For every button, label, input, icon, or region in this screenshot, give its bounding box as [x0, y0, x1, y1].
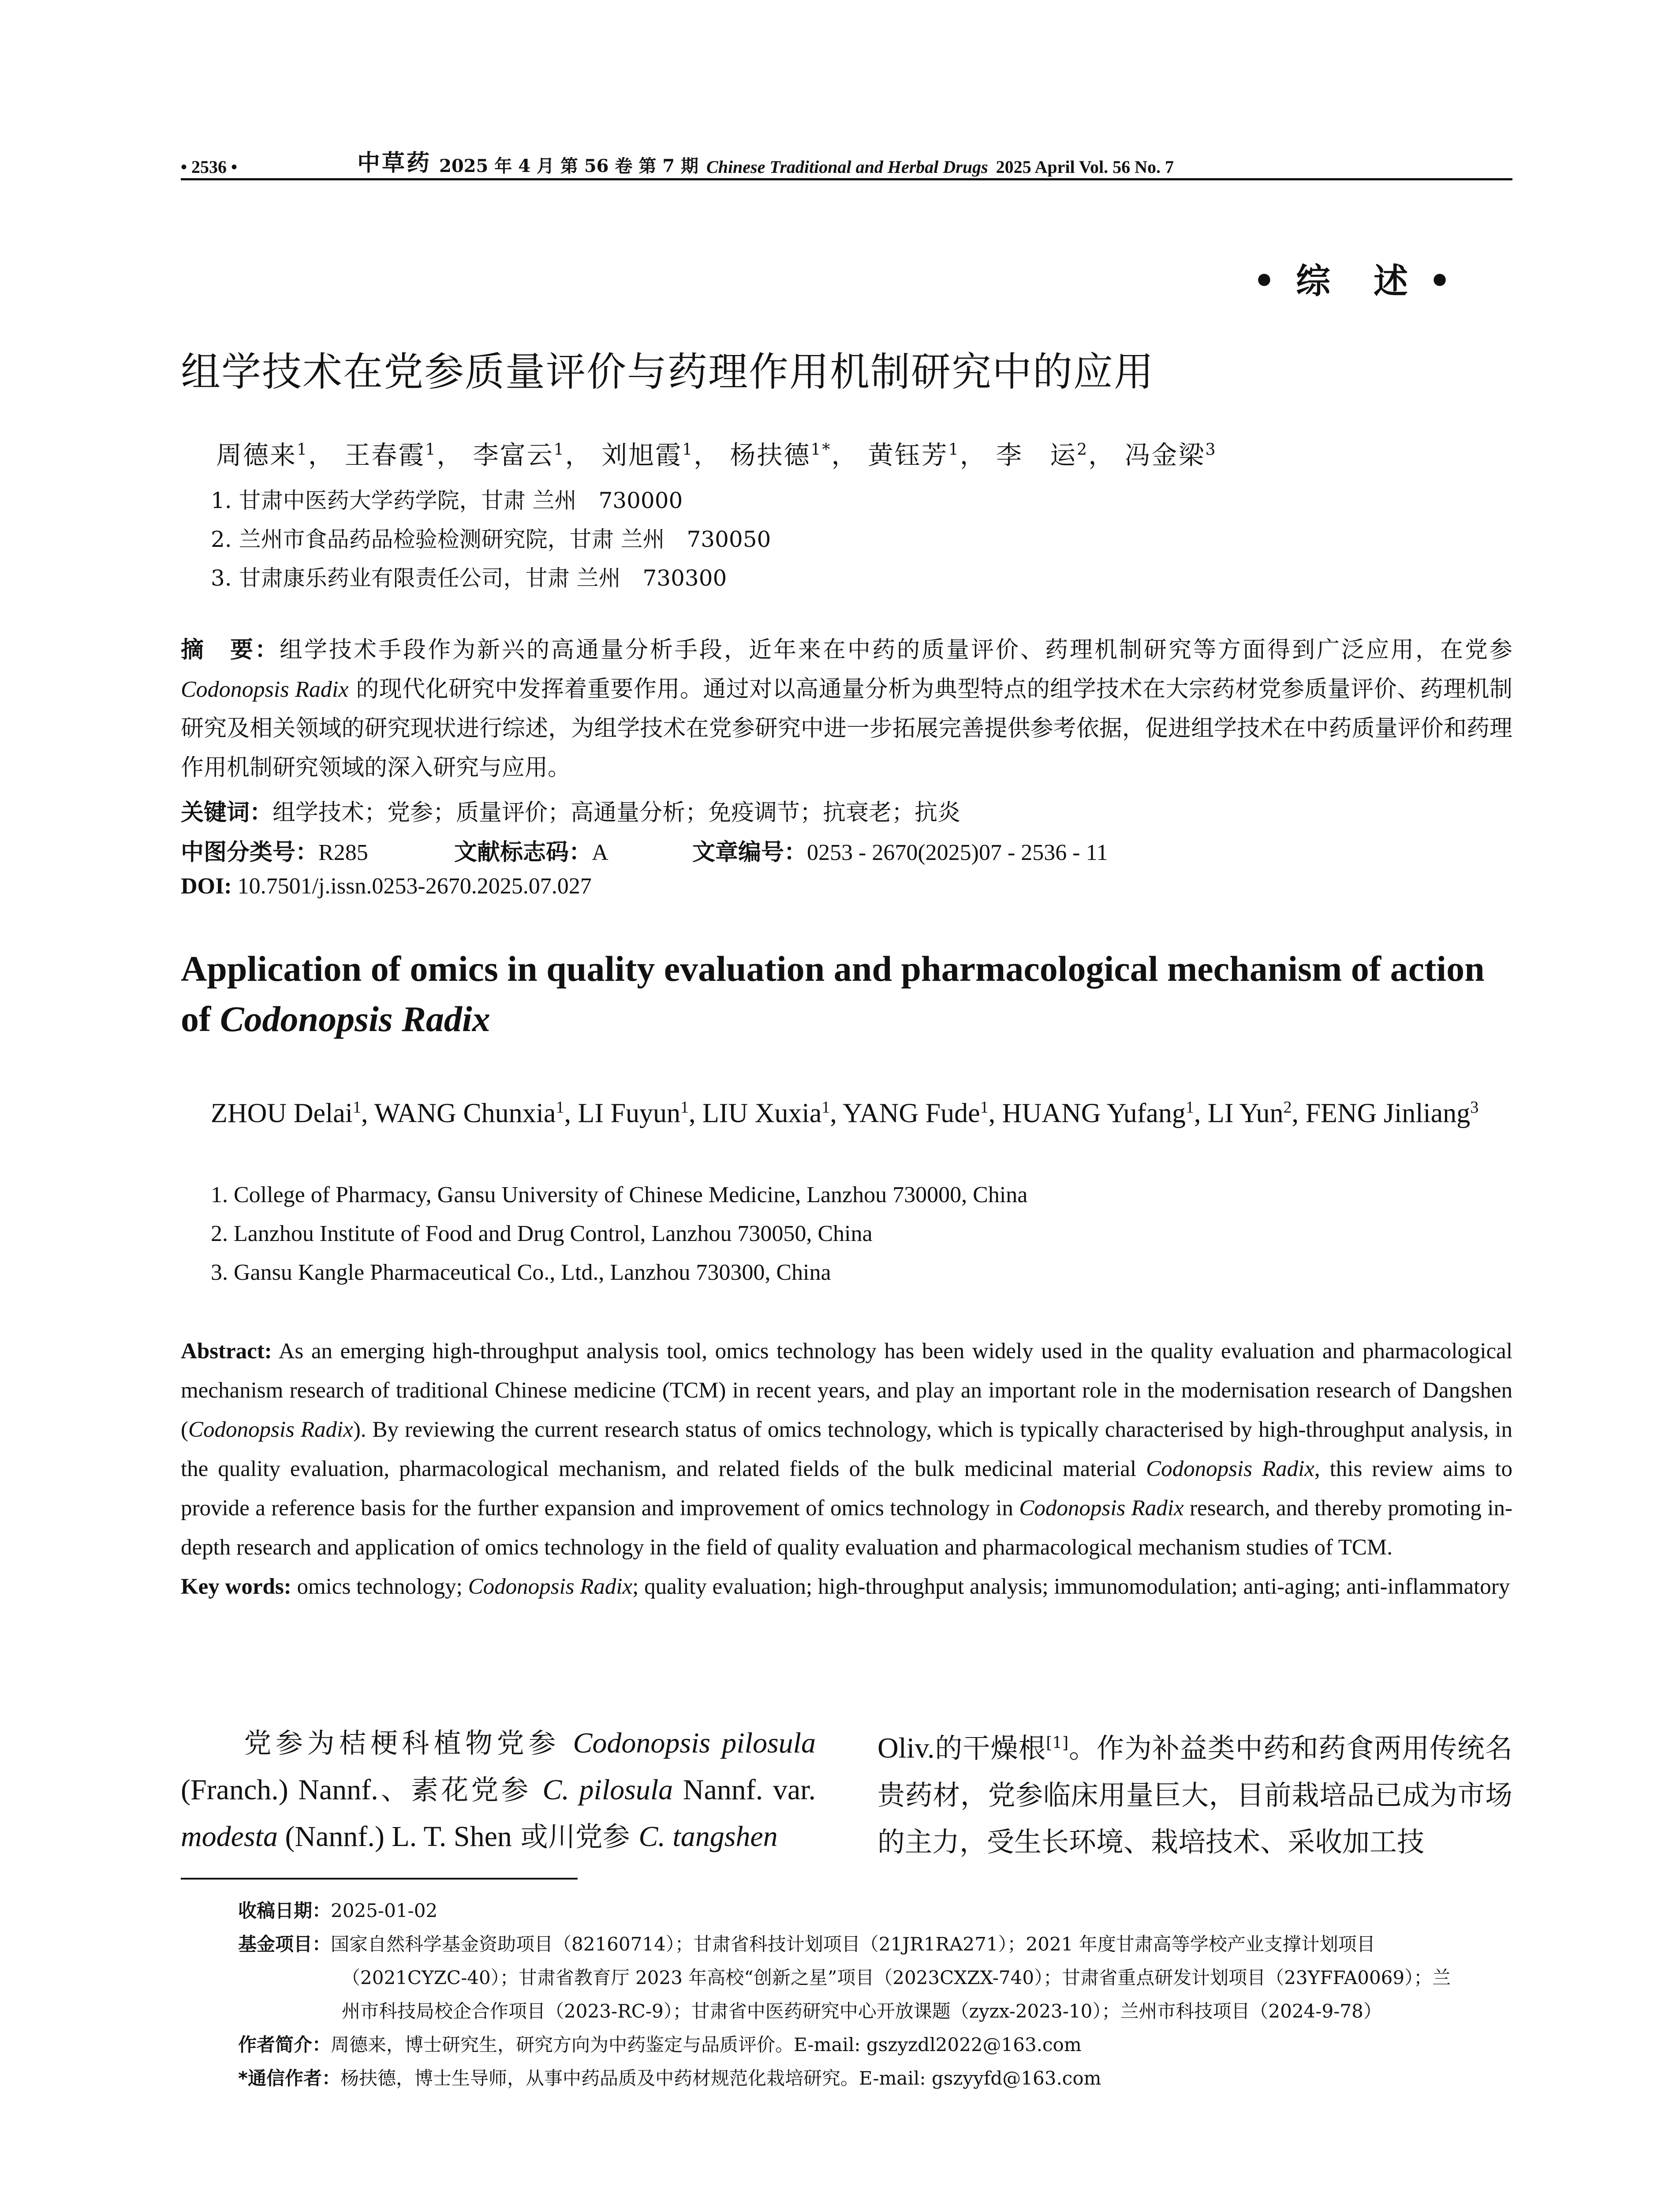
running-header — [181, 146, 1512, 177]
keywords-cn-label: 关键词： — [181, 800, 273, 826]
body-text: 或川党参 — [511, 1820, 639, 1853]
latin-name: Codonopsis Radix — [1146, 1457, 1314, 1481]
latin-name: Codonopsis Radix — [188, 1417, 353, 1442]
body-column-left — [181, 1720, 816, 1860]
corresponding-label: *通信作者： — [238, 2067, 340, 2089]
author-sup: 3 — [1205, 441, 1217, 459]
received-date: 2025-01-02 — [331, 1900, 438, 1921]
body-text: Nannf. var. — [673, 1774, 816, 1806]
abstract-en-text: As an emerging high-throughput analysis tool, omics technology has been widely used in the quality evaluation and pharmacological mechanism research of traditional Chinese medicine (TCM) in recent years, and play an important role in the modernisation research of Dangshen ( — [181, 1339, 1512, 1442]
abstract-cn-label: 摘 要： — [181, 637, 280, 663]
doi-line — [181, 873, 592, 899]
body-column-right — [877, 1720, 1512, 1865]
title-en-latin: Codonopsis Radix — [220, 999, 490, 1039]
author-sup: 1 — [352, 1098, 361, 1117]
journal-name-cn: 中草药 — [357, 149, 432, 176]
authors-en: ZHOU Delai$^1$, WANG Chunxia$^1$, LI Fuyun$^1$, LIU Xuxia$^1$, YANG Fude$^1$, HUANG Yufang$^1$, LI Yun$^2$, FENG Jinliang$^3$ — [211, 1098, 1479, 1129]
doi-value: 10.7501/j.issn.0253-2670.2025.07.027 — [237, 874, 592, 899]
body-text: Oliv. — [877, 1732, 935, 1764]
corresponding-text: 杨扶德，博士生导师，从事中药品质及中药材规范化栽培研究。E-mail: gszyyfd@163.com — [340, 2067, 1101, 2089]
latin-name: Codonopsis Radix — [181, 677, 349, 702]
fund-text-line: 州市科技局校企合作项目（2023-RC-9）；甘肃省中医药研究中心开放课题（zyzx-2023-10）；兰州市科技项目（2024-9-78） — [342, 2000, 1382, 2022]
body-text: 、素花党参 — [378, 1774, 543, 1806]
clc-label: 中图分类号： — [181, 839, 319, 866]
author-sup: 1* — [810, 441, 832, 459]
journal-name-en: Chinese Traditional and Herbal Drugs — [706, 157, 988, 177]
author-sup: 1 — [821, 1098, 830, 1117]
affiliation-en-3: 3. Gansu Kangle Pharmaceutical Co., Ltd., Lanzhou 730300, China — [211, 1260, 831, 1285]
doc-code-value: A — [592, 840, 609, 865]
footnote-fund — [238, 1930, 1512, 1959]
footnote-corresponding — [238, 2064, 1512, 2093]
fund-label: 基金项目： — [238, 1933, 331, 1955]
keywords-en-text: omics technology; — [291, 1574, 468, 1599]
abstract-en-text: , this review aims to provide a reference basis for the further expansion and improvement of omics technology in — [181, 1457, 1512, 1521]
abstract-en-text: ). By reviewing the current research status of omics technology, which is typically characterised by high-throughput analysis, in the quality evaluation, pharmacological mechanism, and related fields of the bulk medicinal material — [181, 1417, 1513, 1481]
affiliation-en-1: 1. College of Pharmacy, Gansu University of Chinese Medicine, Lanzhou 730000, China — [211, 1182, 1028, 1207]
author-sup: 1 — [948, 441, 960, 459]
abstract-en — [181, 1332, 1512, 1607]
affiliation-cn-2: 2. 兰州市食品药品检验检测研究院，甘肃 兰州 730050 — [211, 527, 771, 552]
author-sup: 2 — [1077, 441, 1089, 459]
footnote-author — [238, 2030, 1512, 2059]
author-sup: 3 — [1470, 1098, 1479, 1117]
page-number: • 2536 • — [181, 157, 238, 177]
author-en: LIU Xuxia — [702, 1098, 822, 1129]
author-sup: 2 — [1283, 1098, 1292, 1117]
title-en-text: Application of omics in quality evaluation and pharmacological mechanism of action of — [181, 949, 1485, 1039]
author-sup: 1 — [980, 1098, 989, 1117]
keywords-en-label: Key words: — [181, 1574, 291, 1599]
footnote-received — [238, 1896, 1512, 1925]
author-en: WANG Chunxia — [374, 1098, 556, 1129]
author-cn: 李 运 — [996, 440, 1077, 470]
author-sup: 1 — [1185, 1098, 1194, 1117]
abstract-cn-text: 组学技术手段作为新兴的高通量分析手段，近年来在中药的质量评价、药理机制研究等方面得到广泛应用，在党参 — [280, 637, 1512, 663]
author-cn: 冯金梁 — [1124, 440, 1206, 470]
body-text: (Nannf.) L. T. Shen — [277, 1820, 512, 1853]
affiliation-cn-1: 1. 甘肃中医药大学药学院，甘肃 兰州 730000 — [211, 488, 683, 513]
keywords-cn-text: 组学技术；党参；质量评价；高通量分析；免疫调节；抗衰老；抗炎 — [273, 800, 961, 826]
author-cn: 王春霞 — [344, 440, 426, 470]
body-text: 。作为补益类中药和药食两用传统名贵药材，党参临床用量巨大，目前栽培品已成为市场的主力，受生长环境、栽培技术、采收加工技 — [877, 1732, 1512, 1858]
abstract-cn — [181, 631, 1512, 788]
author-sup: 1 — [425, 441, 437, 459]
affiliation-cn-3: 3. 甘肃康乐药业有限责任公司，甘肃 兰州 730300 — [211, 565, 727, 591]
abstract-en-text: research, and thereby promoting in-depth research and application of omics technology in the field of quality evaluation and pharmacological mechanism studies of TCM. — [181, 1496, 1512, 1560]
latin-name: C. tangshen — [638, 1820, 778, 1853]
author-sup: 1 — [297, 441, 308, 459]
author-sup: 1 — [682, 441, 694, 459]
title-cn: 组学技术在党参质量评价与药理作用机制研究中的应用 — [181, 349, 1154, 395]
abstract-cn-text: 的现代化研究中发挥着重要作用。通过对以高通量分析为典型特点的组学技术在大宗药材党参质量评价、药理机制研究及相关领域的研究现状进行综述，为组学技术在党参研究中进一步拓展完善提供参考依据，促进组学技术在中药质量评价和药理作用机制研究领域的深入研究与应用。 — [181, 676, 1512, 781]
received-label: 收稿日期： — [238, 1900, 331, 1921]
author-en: ZHOU Delai — [211, 1098, 353, 1129]
affiliation-en-2: 2. Lanzhou Institute of Food and Drug Control, Lanzhou 730050, China — [211, 1221, 873, 1246]
author-en: YANG Fude — [842, 1098, 980, 1129]
keywords-cn — [181, 794, 960, 827]
author-en: HUANG Yufang — [1002, 1098, 1186, 1129]
fund-text: 国家自然科学基金资助项目（82160714）；甘肃省科技计划项目（21JR1RA271）；2021 年度甘肃高等学校产业支撑计划项目 — [331, 1933, 1375, 1955]
latin-name: Codonopsis Radix — [468, 1574, 633, 1599]
reference-marker: [1] — [1046, 1734, 1069, 1752]
author-en: FENG Jinliang — [1305, 1098, 1471, 1129]
latin-name: Codonopsis Radix — [1019, 1496, 1184, 1521]
author-cn: 周德来 — [216, 440, 297, 470]
author-cn: 杨扶德 — [730, 440, 811, 470]
fund-text-line: （2021CYZC-40）；甘肃省教育厅 2023 年高校“创新之星”项目（2023CXZX-740）；甘肃省重点研发计划项目（23YFFA0069）；兰 — [342, 1967, 1451, 1988]
author-bio-label: 作者简介： — [238, 2034, 331, 2056]
title-en — [181, 944, 1512, 1044]
doc-code-label: 文献标志码： — [454, 839, 592, 866]
body-text: (Franch.) Nannf. — [181, 1774, 378, 1806]
header-rule — [181, 178, 1512, 180]
body-text: 党参为桔梗科植物党参 — [181, 1727, 573, 1759]
author-bio: 周德来，博士研究生，研究方向为中药鉴定与品质评价。E-mail: gszyzdl2022@163.com — [331, 2034, 1082, 2056]
article-number-label: 文章编号： — [692, 839, 807, 866]
footnote-rule — [181, 1878, 578, 1880]
author-cn: 刘旭霞 — [601, 440, 683, 470]
article-number-value: 0253 - 2670(2025)07 - 2536 - 11 — [807, 840, 1108, 865]
author-cn: 李富云 — [473, 440, 554, 470]
issue-cn: 2025 年 4 月 第 56 卷 第 7 期 — [439, 156, 699, 176]
author-cn: 黄钰芳 — [867, 440, 948, 470]
latin-name: Codonopsis pilosula — [573, 1727, 816, 1759]
author-sup: 1 — [680, 1098, 689, 1117]
keywords-en-text: ; quality evaluation; high-throughput analysis; immunomodulation; anti-aging; anti-inflammatory — [632, 1574, 1510, 1599]
section-tag: • 综 述 • — [1253, 262, 1455, 301]
author-en: LI Yun — [1207, 1098, 1284, 1129]
authors-cn: 周德来$^1$， 王春霞$^1$， 李富云$^1$， 刘旭霞$^1$， 杨扶德$^{1*}$， 黄钰芳$^1$， 李 运$^2$， 冯金梁$^3$ — [216, 440, 1217, 470]
issue-en: 2025 April Vol. 56 No. 7 — [996, 157, 1174, 177]
abstract-en-label: Abstract: — [181, 1339, 272, 1364]
author-sup: 1 — [553, 441, 565, 459]
author-en: LI Fuyun — [578, 1098, 680, 1129]
author-sup: 1 — [556, 1098, 564, 1117]
classification-line — [181, 833, 1108, 867]
body-text: 的干燥根 — [934, 1732, 1046, 1764]
latin-name: modesta — [181, 1820, 278, 1853]
doi-label: DOI: — [181, 874, 232, 899]
clc-value: R285 — [318, 840, 368, 865]
latin-name: C. pilosula — [542, 1774, 673, 1806]
